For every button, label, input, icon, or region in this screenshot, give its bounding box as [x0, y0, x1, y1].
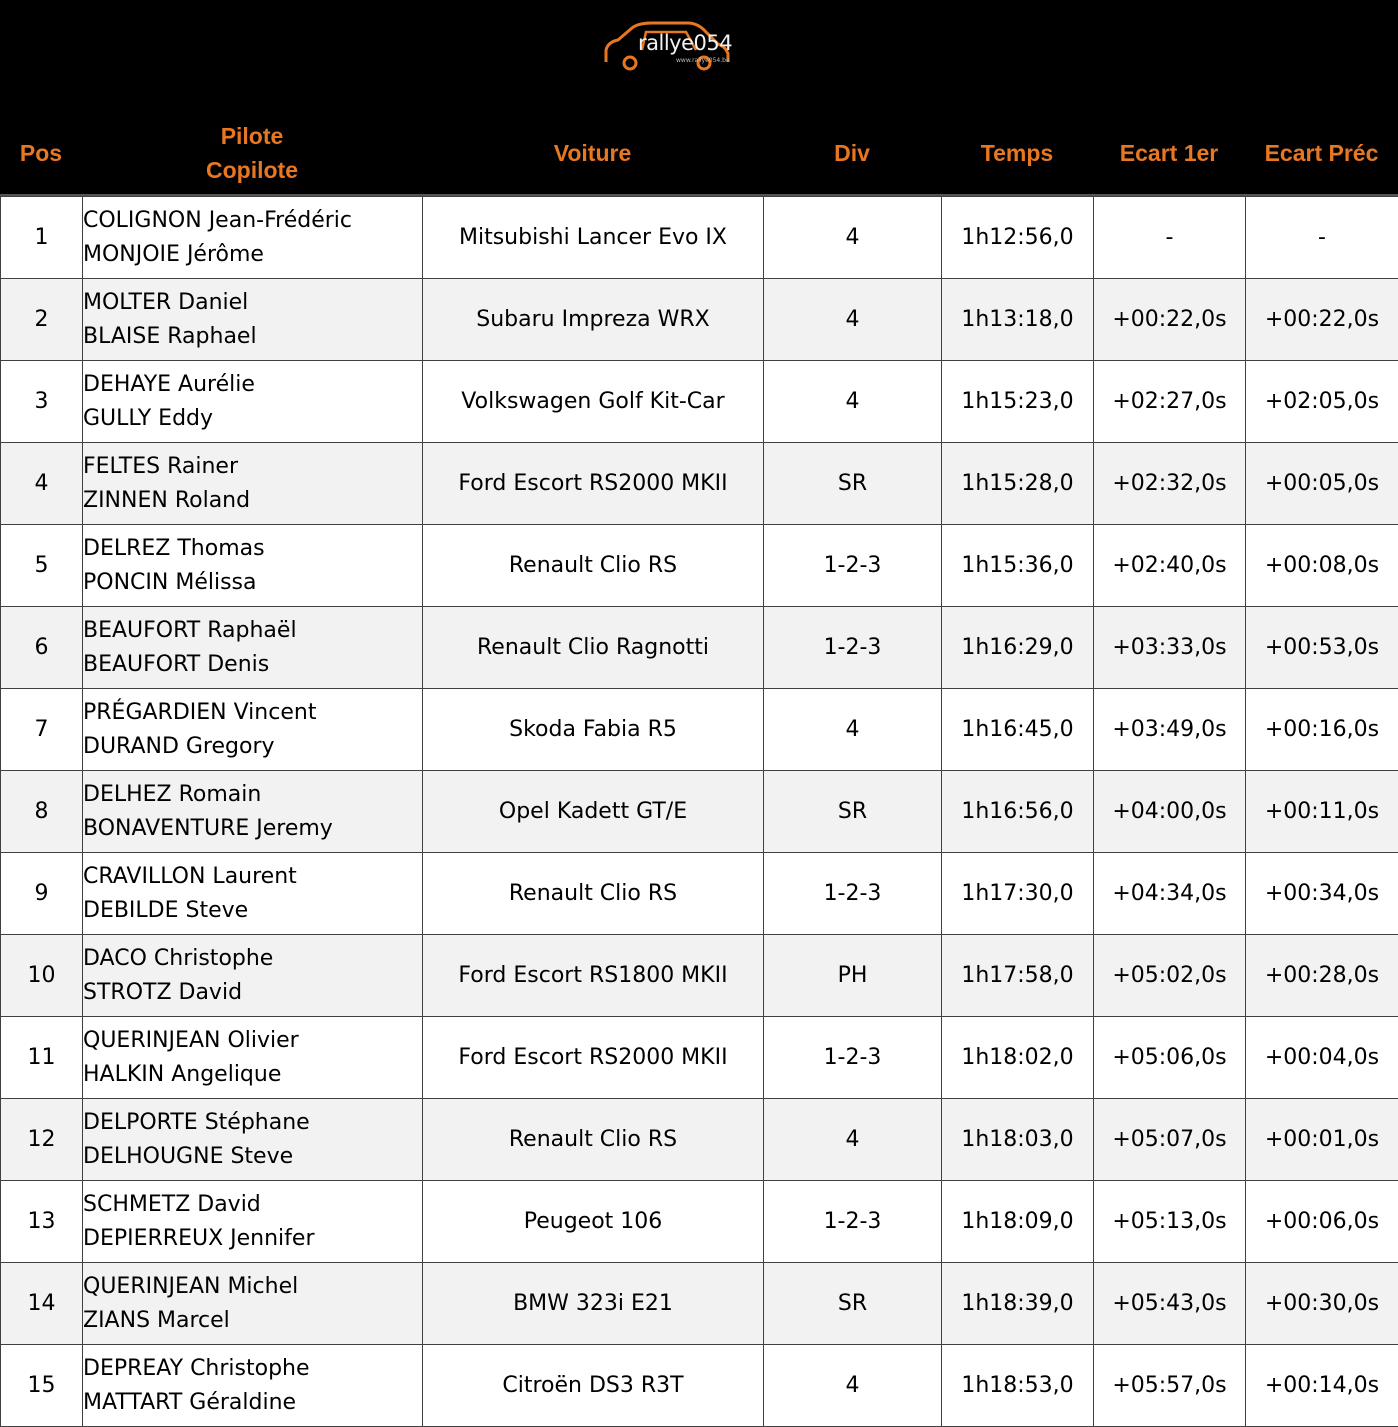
voiture-cell: Ford Escort RS2000 MKII [423, 443, 764, 525]
ecart-prec-cell: +00:08,0s [1246, 525, 1398, 607]
temps-cell: 1h18:02,0 [942, 1017, 1094, 1099]
temps-cell: 1h13:18,0 [942, 279, 1094, 361]
div-cell: 4 [764, 689, 942, 771]
voiture-cell: Citroën DS3 R3T [423, 1345, 764, 1427]
voiture-cell: Mitsubishi Lancer Evo IX [423, 197, 764, 279]
pos-cell: 6 [1, 607, 83, 689]
ecart-prec-cell: +00:53,0s [1246, 607, 1398, 689]
div-cell: 1-2-3 [764, 853, 942, 935]
pilote-name: COLIGNON Jean-Frédéric [83, 204, 422, 238]
table-row [1, 689, 1398, 771]
crew-cell [83, 1181, 423, 1263]
header-ecart-1er-label: Ecart 1er [1120, 136, 1218, 170]
crew-cell [83, 853, 423, 935]
crew-cell [83, 1263, 423, 1345]
pos-cell: 1 [1, 197, 83, 279]
pos-cell: 8 [1, 771, 83, 853]
div-cell: 4 [764, 1099, 942, 1181]
header-div-label: Div [834, 136, 870, 170]
ecart-prec-cell: - [1246, 197, 1398, 279]
ecart-prec-cell: +00:04,0s [1246, 1017, 1398, 1099]
copilote-name: GULLY Eddy [83, 402, 422, 436]
pilote-name: MOLTER Daniel [83, 286, 422, 320]
crew-cell [83, 689, 423, 771]
copilote-name: DEBILDE Steve [83, 894, 422, 928]
crew-cell [83, 443, 423, 525]
copilote-name: MONJOIE Jérôme [83, 238, 422, 272]
pilote-name: BEAUFORT Raphaël [83, 614, 422, 648]
copilote-name: PONCIN Mélissa [83, 566, 422, 600]
pilote-name: FELTES Rainer [83, 450, 422, 484]
pilote-name: DACO Christophe [83, 942, 422, 976]
ecart-1er-cell: +05:02,0s [1094, 935, 1246, 1017]
pos-cell: 4 [1, 443, 83, 525]
table-row [1, 607, 1398, 689]
voiture-cell: BMW 323i E21 [423, 1263, 764, 1345]
voiture-cell: Ford Escort RS1800 MKII [423, 935, 764, 1017]
pilote-name: DELHEZ Romain [83, 778, 422, 812]
ecart-1er-cell: +02:27,0s [1094, 361, 1246, 443]
pilote-name: PRÉGARDIEN Vincent [83, 696, 422, 730]
ecart-prec-cell: +00:28,0s [1246, 935, 1398, 1017]
ecart-1er-cell: +04:00,0s [1094, 771, 1246, 853]
temps-cell: 1h16:45,0 [942, 689, 1094, 771]
ecart-1er-cell: +03:49,0s [1094, 689, 1246, 771]
crew-cell [83, 1017, 423, 1099]
temps-cell: 1h18:53,0 [942, 1345, 1094, 1427]
ecart-1er-cell: +05:07,0s [1094, 1099, 1246, 1181]
ecart-1er-cell: +03:33,0s [1094, 607, 1246, 689]
table-row [1, 525, 1398, 607]
ecart-prec-cell: +00:22,0s [1246, 279, 1398, 361]
header-div [763, 118, 941, 188]
results-table-body [1, 197, 1398, 1427]
voiture-cell: Renault Clio RS [423, 1099, 764, 1181]
copilote-name: DURAND Gregory [83, 730, 422, 764]
ecart-1er-cell: +02:40,0s [1094, 525, 1246, 607]
table-row [1, 279, 1398, 361]
ecart-1er-cell: +05:13,0s [1094, 1181, 1246, 1263]
div-cell: SR [764, 443, 942, 525]
voiture-cell: Opel Kadett GT/E [423, 771, 764, 853]
table-row [1, 443, 1398, 525]
voiture-cell: Renault Clio Ragnotti [423, 607, 764, 689]
crew-cell [83, 197, 423, 279]
copilote-name: BEAUFORT Denis [83, 648, 422, 682]
rallye054-logo [602, 20, 732, 72]
ecart-prec-cell: +00:11,0s [1246, 771, 1398, 853]
pos-cell: 2 [1, 279, 83, 361]
header-temps-label: Temps [981, 136, 1053, 170]
crew-cell [83, 279, 423, 361]
temps-cell: 1h18:03,0 [942, 1099, 1094, 1181]
div-cell: 1-2-3 [764, 607, 942, 689]
pilote-name: DELREZ Thomas [83, 532, 422, 566]
crew-cell [83, 525, 423, 607]
crew-cell [83, 935, 423, 1017]
copilote-name: ZIANS Marcel [83, 1304, 422, 1338]
header-voiture-label: Voiture [554, 136, 632, 170]
pilote-name: QUERINJEAN Michel [83, 1270, 422, 1304]
temps-cell: 1h15:28,0 [942, 443, 1094, 525]
ecart-prec-cell: +00:05,0s [1246, 443, 1398, 525]
table-row [1, 1263, 1398, 1345]
ecart-1er-cell: +00:22,0s [1094, 279, 1246, 361]
copilote-name: DELHOUGNE Steve [83, 1140, 422, 1174]
pos-cell: 12 [1, 1099, 83, 1181]
ecart-1er-cell: - [1094, 197, 1246, 279]
div-cell: SR [764, 771, 942, 853]
pilote-name: DEPREAY Christophe [83, 1352, 422, 1386]
ecart-prec-cell: +00:16,0s [1246, 689, 1398, 771]
ecart-prec-cell: +00:06,0s [1246, 1181, 1398, 1263]
pos-cell: 14 [1, 1263, 83, 1345]
temps-cell: 1h15:23,0 [942, 361, 1094, 443]
crew-cell [83, 1345, 423, 1427]
div-cell: SR [764, 1263, 942, 1345]
copilote-name: DEPIERREUX Jennifer [83, 1222, 422, 1256]
ecart-1er-cell: +05:57,0s [1094, 1345, 1246, 1427]
copilote-name: BLAISE Raphael [83, 320, 422, 354]
pilote-name: DELPORTE Stéphane [83, 1106, 422, 1140]
table-row [1, 1345, 1398, 1427]
pilote-name: CRAVILLON Laurent [83, 860, 422, 894]
temps-cell: 1h18:39,0 [942, 1263, 1094, 1345]
crew-cell [83, 361, 423, 443]
voiture-cell: Renault Clio RS [423, 853, 764, 935]
voiture-cell: Peugeot 106 [423, 1181, 764, 1263]
results-table [0, 196, 1398, 1427]
copilote-name: ZINNEN Roland [83, 484, 422, 518]
div-cell: 4 [764, 361, 942, 443]
logo-url: www.rallye054.be [676, 57, 730, 64]
pos-cell: 5 [1, 525, 83, 607]
copilote-name: STROTZ David [83, 976, 422, 1010]
voiture-cell: Renault Clio RS [423, 525, 764, 607]
table-row [1, 771, 1398, 853]
table-row [1, 1181, 1398, 1263]
header-voiture [422, 118, 763, 188]
crew-cell [83, 771, 423, 853]
ecart-1er-cell: +02:32,0s [1094, 443, 1246, 525]
div-cell: PH [764, 935, 942, 1017]
header-ecart-prec-label: Ecart Préc [1265, 136, 1379, 170]
ecart-1er-cell: +04:34,0s [1094, 853, 1246, 935]
div-cell: 4 [764, 1345, 942, 1427]
header-temps [941, 118, 1093, 188]
voiture-cell: Ford Escort RS2000 MKII [423, 1017, 764, 1099]
div-cell: 1-2-3 [764, 1017, 942, 1099]
pos-cell: 10 [1, 935, 83, 1017]
crew-cell [83, 1099, 423, 1181]
table-row [1, 1099, 1398, 1181]
header-copilote-label: Copilote [206, 153, 298, 187]
header-pos [0, 118, 82, 188]
ecart-prec-cell: +00:30,0s [1246, 1263, 1398, 1345]
ecart-1er-cell: +05:06,0s [1094, 1017, 1246, 1099]
div-cell: 1-2-3 [764, 1181, 942, 1263]
ecart-prec-cell: +00:01,0s [1246, 1099, 1398, 1181]
pos-cell: 7 [1, 689, 83, 771]
logo-text: rallye054 [638, 31, 732, 55]
pos-cell: 15 [1, 1345, 83, 1427]
crew-cell [83, 607, 423, 689]
table-row [1, 935, 1398, 1017]
ecart-prec-cell: +00:34,0s [1246, 853, 1398, 935]
pilote-name: SCHMETZ David [83, 1188, 422, 1222]
ecart-1er-cell: +05:43,0s [1094, 1263, 1246, 1345]
voiture-cell: Skoda Fabia R5 [423, 689, 764, 771]
copilote-name: MATTART Géraldine [83, 1386, 422, 1420]
temps-cell: 1h15:36,0 [942, 525, 1094, 607]
temps-cell: 1h16:29,0 [942, 607, 1094, 689]
table-row [1, 197, 1398, 279]
table-row [1, 361, 1398, 443]
temps-cell: 1h17:30,0 [942, 853, 1094, 935]
voiture-cell: Subaru Impreza WRX [423, 279, 764, 361]
header-crew [82, 118, 422, 188]
header-pos-label: Pos [20, 136, 62, 170]
pilote-name: QUERINJEAN Olivier [83, 1024, 422, 1058]
table-row [1, 1017, 1398, 1099]
results-header [0, 0, 1398, 196]
div-cell: 4 [764, 197, 942, 279]
table-row [1, 853, 1398, 935]
pos-cell: 11 [1, 1017, 83, 1099]
header-ecart-1er [1093, 118, 1245, 188]
voiture-cell: Volkswagen Golf Kit-Car [423, 361, 764, 443]
header-pilote-label: Pilote [221, 119, 284, 153]
pos-cell: 13 [1, 1181, 83, 1263]
header-ecart-prec [1245, 118, 1398, 188]
div-cell: 1-2-3 [764, 525, 942, 607]
div-cell: 4 [764, 279, 942, 361]
ecart-prec-cell: +02:05,0s [1246, 361, 1398, 443]
ecart-prec-cell: +00:14,0s [1246, 1345, 1398, 1427]
temps-cell: 1h18:09,0 [942, 1181, 1094, 1263]
temps-cell: 1h17:58,0 [942, 935, 1094, 1017]
pos-cell: 9 [1, 853, 83, 935]
copilote-name: HALKIN Angelique [83, 1058, 422, 1092]
temps-cell: 1h16:56,0 [942, 771, 1094, 853]
pilote-name: DEHAYE Aurélie [83, 368, 422, 402]
pos-cell: 3 [1, 361, 83, 443]
temps-cell: 1h12:56,0 [942, 197, 1094, 279]
copilote-name: BONAVENTURE Jeremy [83, 812, 422, 846]
